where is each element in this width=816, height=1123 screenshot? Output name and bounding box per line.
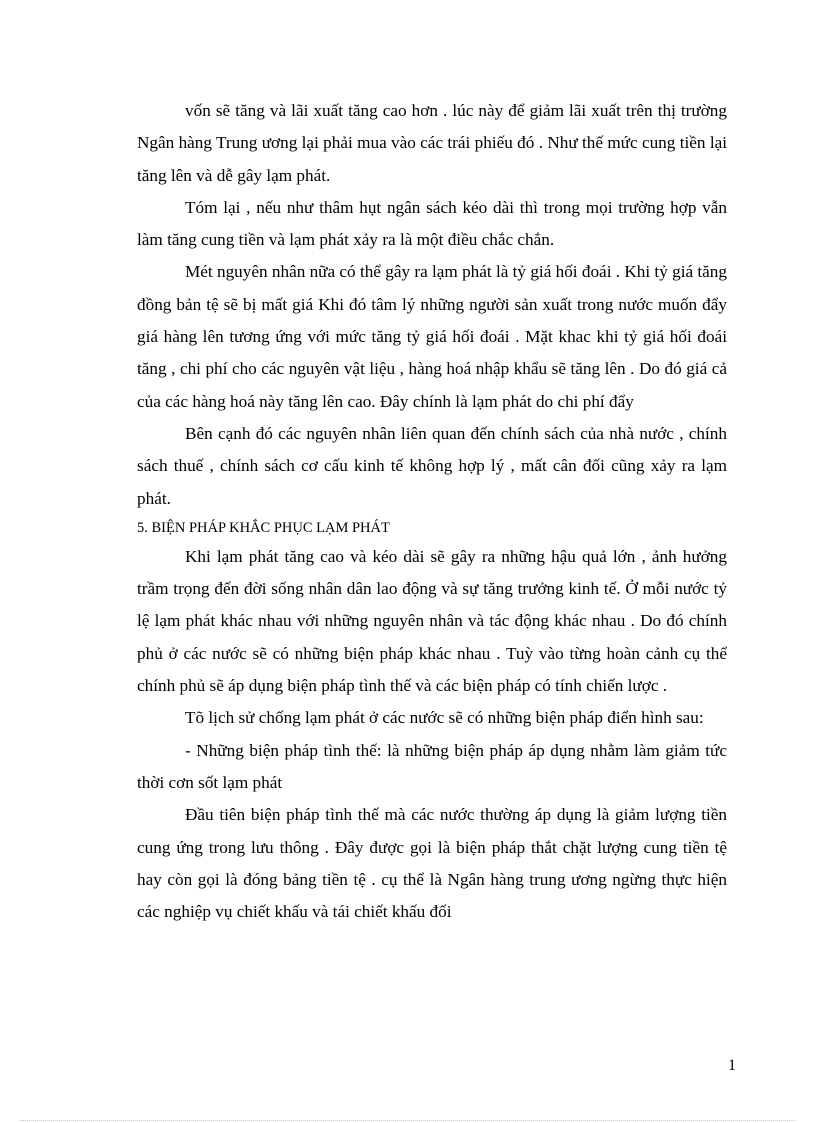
paragraph-5: Khi lạm phát tăng cao và kéo dài sẽ gây ra những hậu quả lớn , ảnh hưởng trầm trọng đến đời sống nhân dân lao động và sự tăng trưởng kinh tế. Ở mỗi nước tỷ lệ lạm phát khác nhau với những nguyên nhân và tác động khác nhau . Do đó chính phủ ở các nước sẽ có những biện pháp khác nhau . Tuỳ vào từng hoàn cảnh cụ thể chính phủ sẽ áp dụng biện pháp tình thế và các biện pháp có tính chiến lược .: [137, 546, 727, 696]
paragraph-2: Tóm lại , nếu như thâm hụt ngân sách kéo dài thì trong mọi trường hợp vẫn làm tăng cung tiền và lạm phát xảy ra là một điều chắc chắn.: [137, 197, 727, 250]
paragraph-3: Mét nguyên nhân nữa có thể gây ra lạm phát là tỷ giá hối đoái . Khi tỷ giá tăng đồng bản tệ sẽ bị mất giá Khi đó tâm lý những người sản xuất trong nước muốn đẩy giá hàng lên tương ứng với mức tăng tỷ giá hối đoái . Mặt khac khi tỷ giá hối đoái tăng , chi phí cho các nguyên vật liệu , hàng hoá nhập khẩu sẽ tăng lên . Do đó giá cả của các hàng hoá này tăng lên cao. Đây chính là lạm phát do chi phí đẩy: [137, 262, 727, 411]
paragraph-8: Đầu tiên biện pháp tình thế mà các nước thường áp dụng là giảm lượng tiền cung ứng trong lưu thông . Đây được gọi là biện pháp thắt chặt lượng cung tiền tệ hay còn gọi là đóng bảng tiền tệ . cụ thể là Ngân hàng trung ương ngừng thực hiện các nghiệp vụ chiết khấu và tái chiết khấu đối: [137, 805, 727, 922]
page-number: 1: [728, 1057, 736, 1074]
paragraph-7: - Những biện pháp tình thế: là những biện pháp áp dụng nhằm làm giảm tức thời cơn sốt lạm phát: [137, 740, 727, 792]
paragraph-1: vốn sẽ tăng và lãi xuất tăng cao hơn . lúc này để giảm lãi xuất trên thị trường Ngân hàng Trung ương lại phải mua vào các trái phiếu đó . Như thế mức cung tiền lại tăng lên và dễ gây lạm phát.: [137, 101, 727, 185]
section-heading: 5. BIỆN PHÁP KHẮC PHỤC LẠM PHÁT: [137, 519, 390, 536]
paragraph-4: Bên cạnh đó các nguyên nhân liên quan đến chính sách của nhà nước , chính sách thuế , chính sách cơ cấu kinh tế không hợp lý , mất cân đối cũng xảy ra lạm phát.: [137, 423, 727, 508]
document-body: [137, 95, 727, 928]
footer-divider: [20, 1120, 796, 1121]
paragraph-6: Tõ lịch sử chống lạm phát ở các nước sẽ có những biện pháp điển hình sau:: [185, 708, 704, 728]
